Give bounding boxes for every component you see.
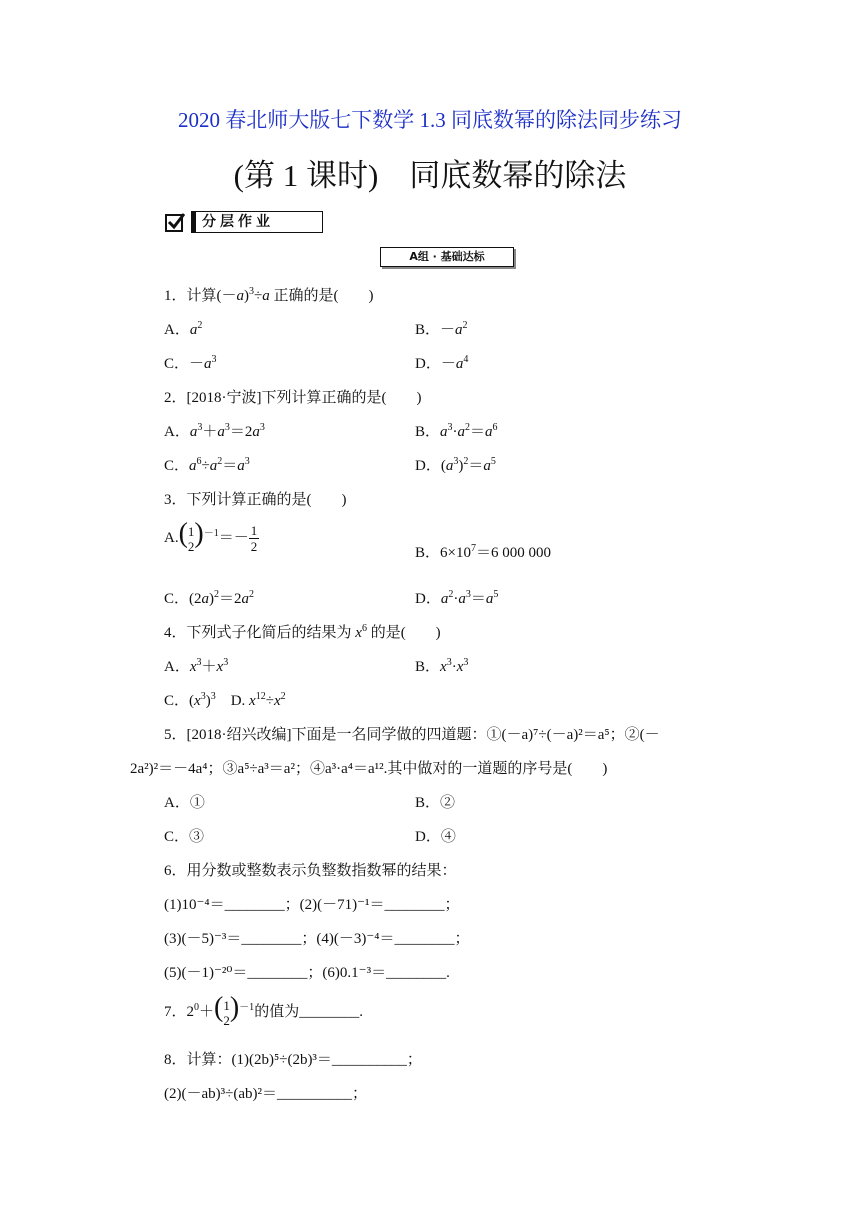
question-5-option-d: D．④	[415, 829, 456, 845]
checkbox-icon	[165, 213, 185, 233]
question-5-option-c: C．③	[164, 829, 205, 845]
question-6-line-1: (1)10⁻⁴＝________；(2)(－71)⁻¹＝________；	[164, 897, 460, 913]
question-4-option-a: A．$x^3+x^3$	[164, 657, 229, 675]
question-2-option-b: B．$a^3\cdot a^2=a^6$	[415, 422, 498, 440]
question-2-stem: 2．[2018·宁波]下列计算正确的是( )	[164, 390, 422, 406]
question-3-stem: 3．下列计算正确的是( )	[164, 492, 347, 508]
question-8-line-2: (2)(－ab)³÷(ab)²＝__________；	[164, 1086, 368, 1102]
question-1-option-c: C．$-a^3$	[164, 354, 217, 372]
question-2-option-c: C．$a^6\div a^2=a^3$	[164, 456, 250, 474]
question-4-option-c-d: C．$(x^3)^3$ D. $x^{12}\div x^2$	[164, 691, 286, 709]
question-3-option-d: D．$a^2\cdot a^3=a^5$	[415, 589, 499, 607]
question-7: 7．$2^0+$( 1 2 )$^{-1}$的值为________.	[164, 992, 363, 1028]
question-8-line-1: 8．计算：(1)(2b)⁵÷(2b)³＝__________；	[164, 1052, 422, 1068]
group-label: A组 · 基础达标	[380, 247, 514, 267]
question-5-option-a: A．①	[164, 795, 205, 811]
lesson-title: (第 1 课时) 同底数幂的除法	[233, 158, 627, 193]
document-title: 2020 春北师大版七下数学 1.3 同底数幂的除法同步练习	[178, 108, 682, 132]
question-6-stem: 6．用分数或整数表示负整数指数幂的结果：	[164, 863, 457, 879]
question-2-option-a: A．$a^3+a^3=2a^3$	[164, 422, 265, 440]
question-1-option-a: A．$a^2$	[164, 320, 203, 338]
section-label: 分层作业	[191, 211, 323, 233]
question-1-stem: 1．计算$(-a)^3\div a$ 正确的是( )	[164, 286, 374, 304]
question-2-option-d: D．$(a^3)^2=a^5$	[415, 456, 496, 474]
question-3-option-c: C．$(2a)^2=2a^2$	[164, 589, 255, 607]
question-6-line-3: (5)(－1)⁻²⁰＝________；(6)0.1⁻³＝________.	[164, 965, 450, 981]
question-5-stem-line-1: 5．[2018·绍兴改编]下面是一名同学做的四道题：①(－a)⁷÷(－a)²＝a⁵；②(－	[164, 727, 660, 743]
question-4-option-b: B．$x^3\cdot x^3$	[415, 657, 469, 675]
question-5-stem-line-2: 2a²)²＝－4a⁴；③a⁵÷a³＝a²；④a³·a⁴＝a¹².其中做对的一道题的序号是( )	[130, 761, 608, 777]
question-3-option-b: B．$6\times 10^7=6$ 000 000	[415, 543, 551, 561]
question-1-option-d: D．$-a^4$	[415, 354, 469, 372]
question-4-stem: 4．下列式子化简后的结果为 $x^6$ 的是( )	[164, 623, 441, 641]
question-1-option-b: B．$-a^2$	[415, 320, 468, 338]
question-5-option-b: B．②	[415, 795, 456, 811]
question-6-line-2: (3)(－5)⁻³＝________；(4)(－3)⁻⁴＝________；	[164, 931, 470, 947]
question-3-option-a: A.( 1 2 )$^{-1}$＝－ $\frac{1}{2}$	[164, 518, 258, 555]
